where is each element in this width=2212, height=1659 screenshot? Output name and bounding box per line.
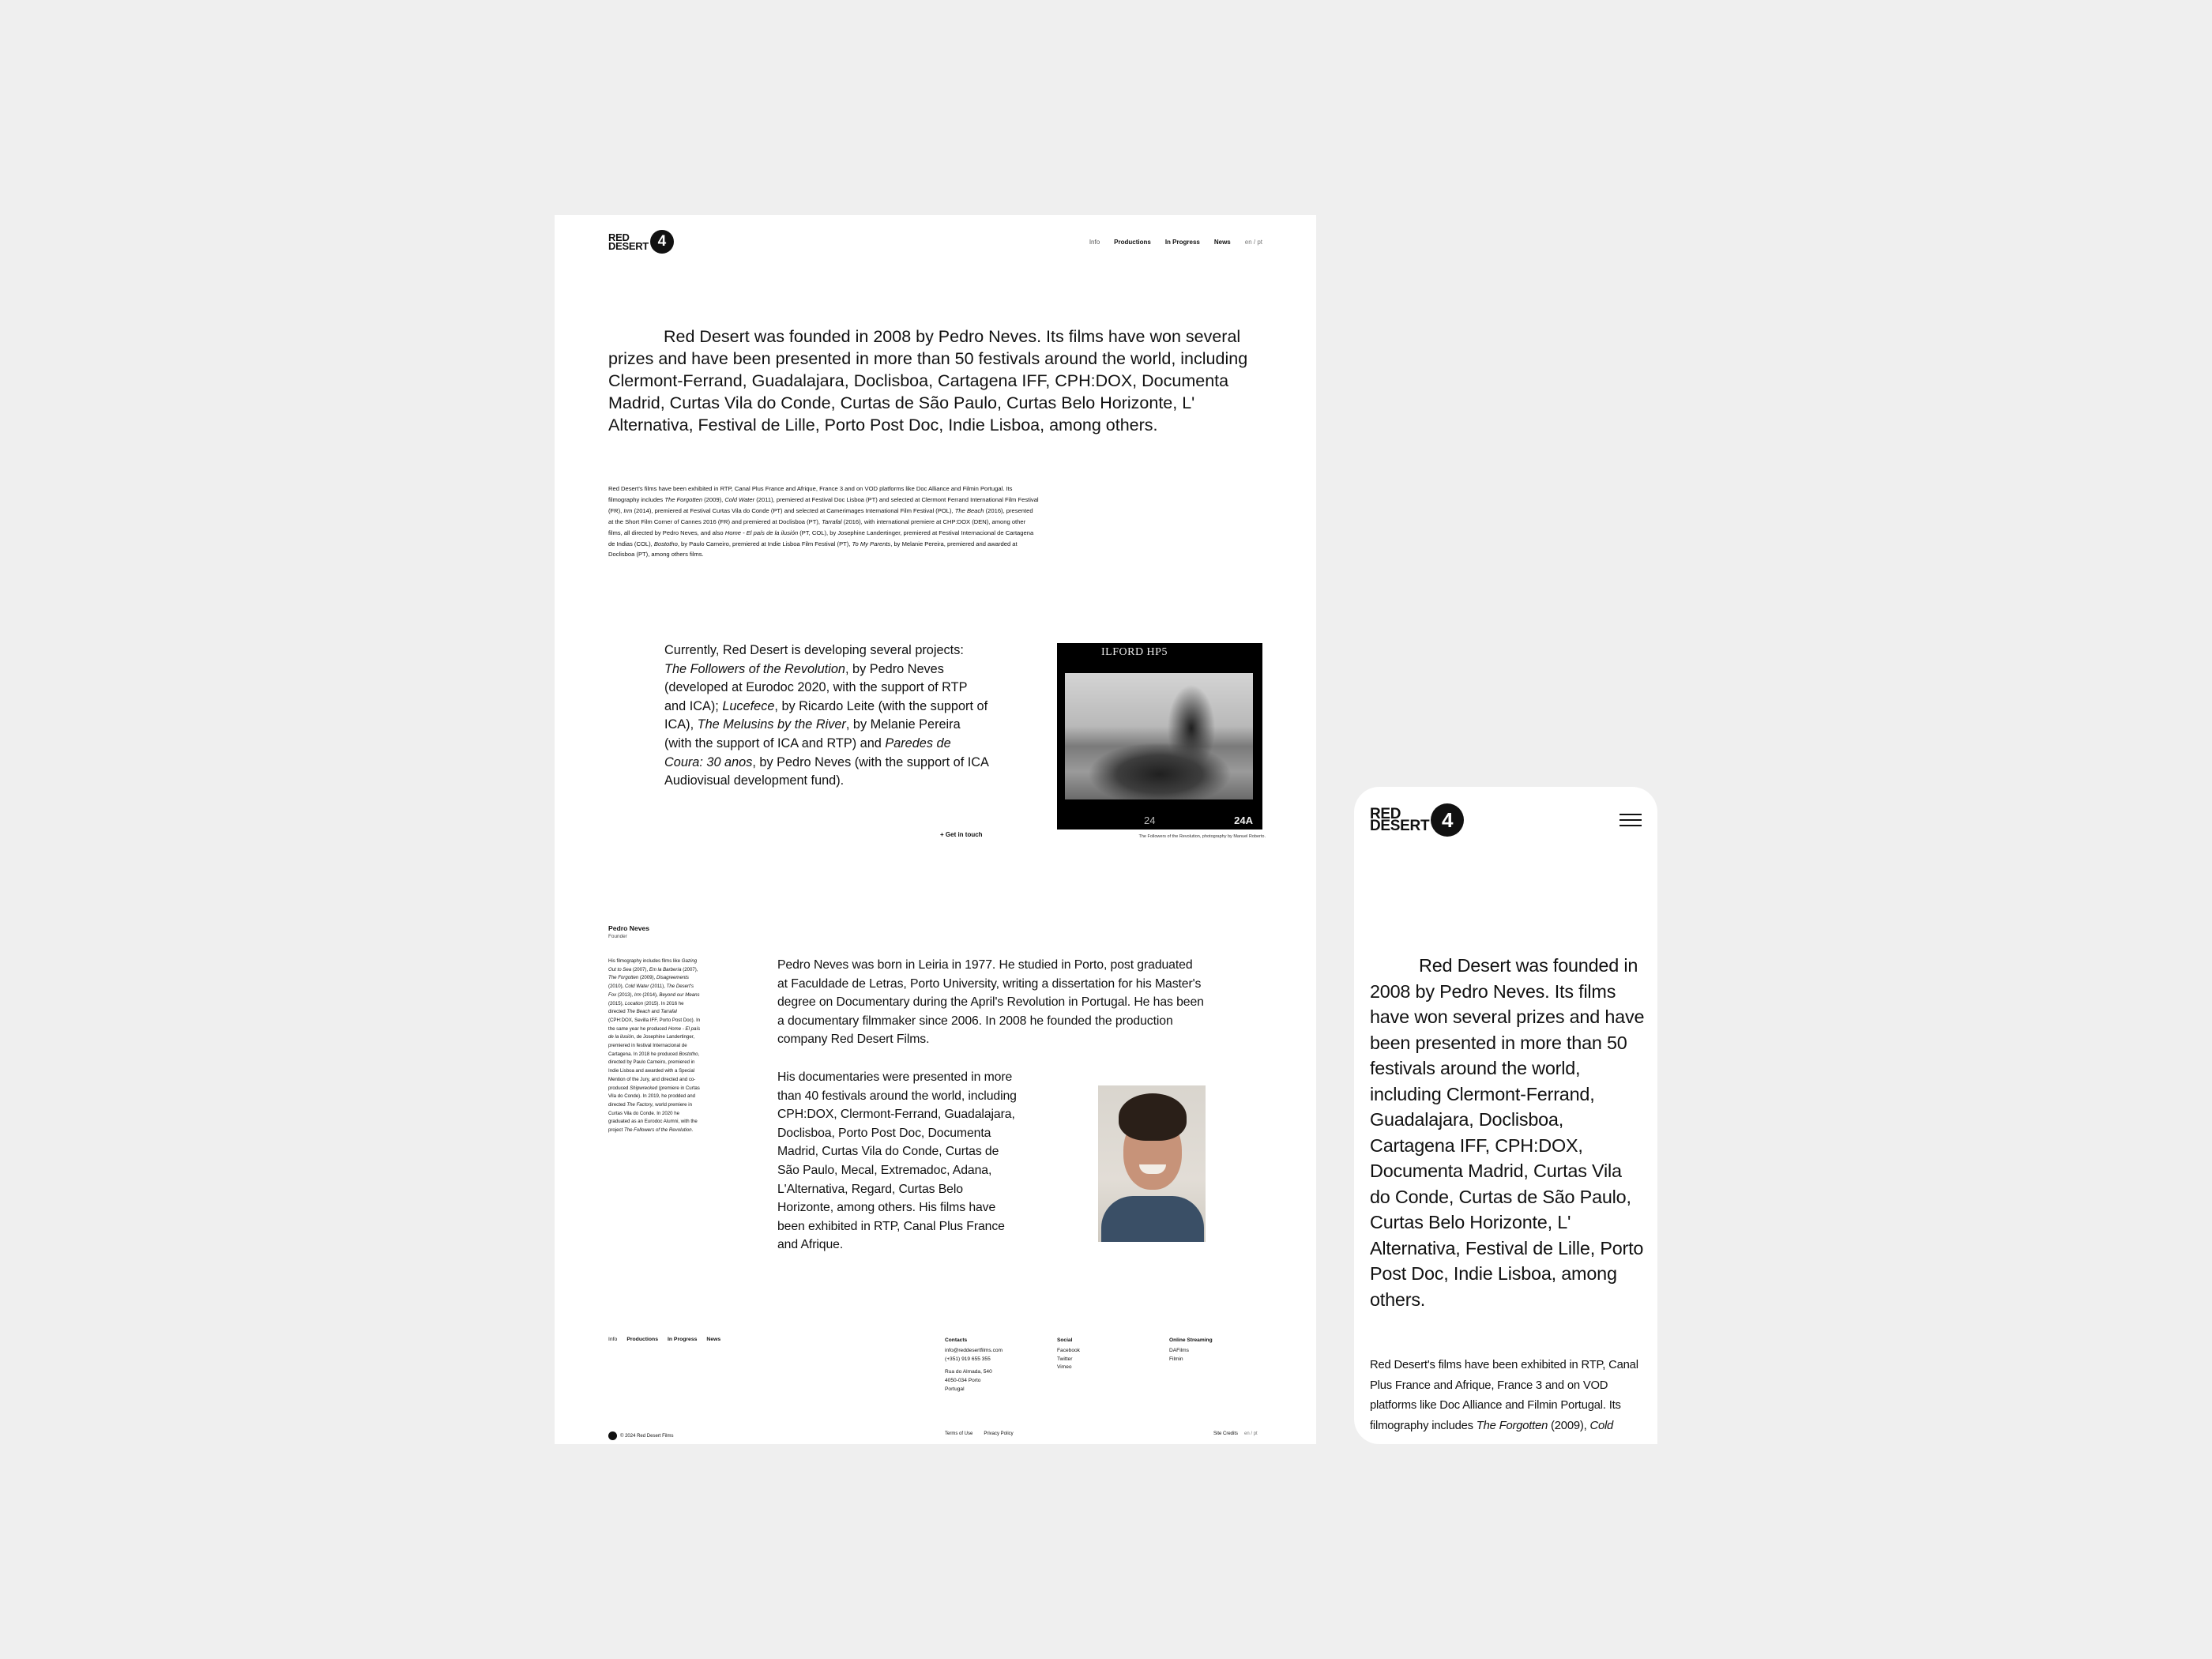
footer-address-line: Rua do Almada, 540 [945, 1369, 992, 1375]
footer-contacts-heading: Contacts [945, 1337, 968, 1343]
nav-news[interactable]: News [1213, 238, 1231, 246]
footer-link-twitter[interactable]: Twitter [1057, 1356, 1073, 1362]
footer-social [1057, 1337, 1080, 1372]
mobile-header [1370, 804, 1642, 836]
founder-name: Pedro Neves [608, 924, 650, 932]
footer-link-filmin[interactable]: Filmin [1169, 1356, 1183, 1362]
founder-about-paragraph: Pedro Neves was born in Leiria in 1977. He studied in Porto, post graduated at Faculdade de Letras, Porto University, writing a dissertation for his Master's degree on Documentary during the April's Revolution in Portugal. He has been a documentary filmmaker since 2006. In 2008 he founded the production company Red Desert Films. [777, 958, 1204, 1047]
mobile-page [1354, 787, 1657, 1444]
logo-wordmark: RED DESERT [1370, 806, 1430, 834]
film-photo-caption: The Followers of the Revolution, photography by Manuel Roberto. [1138, 834, 1266, 839]
footer-copyright: © 2024 Red Desert Films [608, 1431, 673, 1440]
logo[interactable] [608, 230, 674, 254]
nav-info[interactable]: Info [1089, 238, 1100, 246]
footer-nav-productions[interactable]: Productions [626, 1337, 658, 1342]
film-label: ILFORD HP5 [1101, 646, 1168, 658]
desktop-header [608, 226, 1262, 258]
footer-address-line: Portugal [945, 1386, 965, 1392]
footer-nav-in-progress[interactable]: In Progress [668, 1337, 698, 1342]
footer-streaming [1169, 1337, 1213, 1364]
founder-portrait [1098, 1085, 1206, 1242]
footer-nav [608, 1337, 720, 1342]
logo-circle-icon: 4 [650, 230, 674, 254]
footer-address-line: 4050-034 Porto [945, 1378, 981, 1384]
film-frame-number: 24 [1144, 814, 1156, 826]
logo-circle-icon: 4 [1431, 803, 1464, 837]
get-in-touch-link[interactable]: + Get in touch [940, 831, 983, 838]
intro-paragraph: Red Desert was founded in 2008 by Pedro Neves. Its films have won several prizes and have been presented in more than 50 festivals around the world, including Clermont-Ferrand, Guadalajara, Doclisboa, Cartagena IFF, CPH:DOX, Documenta Madrid, Curtas Vila do Conde, Curtas de São Paulo, Curtas Belo Horizonte, L' Alternativa, Festival de Lille, Porto Post Doc, Indie Lisboa, among others. [608, 327, 1248, 434]
footer-language-switch[interactable]: en / pt [1244, 1431, 1258, 1436]
footer-link-dafilms[interactable]: DAFilms [1169, 1347, 1189, 1353]
mobile-intro-paragraph: Red Desert was founded in 2008 by Pedro Neves. Its films have won several prizes and have been presented in more than 50 festivals around the world, including Clermont-Ferrand, Guadalajara, Doclisboa, Cartagena IFF, CPH:DOX, Documenta Madrid, Curtas Vila do Conde, Curtas de São Paulo, Curtas Belo Horizonte, L' Alternativa, Festival de Lille, Porto Post Doc, Indie Lisboa, among others. [1370, 955, 1645, 1310]
mobile-filmography-paragraph: Red Desert's films have been exhibited in RTP, Canal Plus France and Afrique, France 3 and on VOD platforms like Doc Alliance and Filmin Portugal. Its filmography includes The Forgotten (2009), Cold [1370, 1359, 1638, 1432]
hamburger-menu-icon[interactable] [1620, 812, 1642, 828]
terms-link[interactable]: Terms of Use [945, 1431, 973, 1436]
footer-legal [945, 1431, 1014, 1436]
founder-festivals-paragraph: His documentaries were presented in more than 40 festivals around the world, including CPH:DOX, Clermont-Ferrand, Guadalajara, Doclisboa, Porto Post Doc, Documenta Madrid, Curtas Vila do Conde, Curtas de São Paulo, Mecal, Extremadoc, Adana, L'Alternativa, Regard, Curtas Belo Horizonte, among others. His films have been exhibited in RTP, Canal Plus France and Afrique. [777, 1070, 1017, 1252]
main-nav [1089, 239, 1262, 246]
founder-filmography: His filmography includes films like Gazing Out to Sea (2007), Em la Barbería (2007), The Forgotten (2009), Disagreements (2010), Cold Water (2011), The Desert's Fox (2013), Irm (2014), Beyond our Means (2015), Location (2015). In 2016 he directed The Beach and Tarrafal (CPH:DOX, Sevilla IFF, Porto Post Doc). In the same year he produced Home - El país de la ilusión, de Josephine Landertinger, premiered in festival Internacional de Cartagena. In 2018 he produced Bostotho, directed by Paulo Carneiro, premiered in Indie Lisboa and awarded with a Special Mention of the Jury, and directed and co-produced Shipwrecked (premiere in Curtas Vila do Conde). In 2019, he prodded and directed The Factory, world premiere in Curtas Vila do Conde. In 2020 he graduated as an Eurodoc Alumni, with the project The Followers of the Revolution. [608, 958, 701, 1134]
footer-nav-info[interactable]: Info [608, 1337, 618, 1342]
footer-contacts [945, 1337, 1003, 1394]
language-switch[interactable]: en / pt [1244, 238, 1262, 246]
film-photo-image [1065, 673, 1253, 799]
logo-wordmark: RED DESERT [608, 231, 649, 252]
footer-link-vimeo[interactable]: Vimeo [1057, 1364, 1072, 1371]
mobile-logo[interactable] [1370, 803, 1464, 837]
footer-phone[interactable]: (+351) 919 655 355 [945, 1356, 991, 1362]
desktop-page [555, 215, 1316, 1444]
footer-credits [1213, 1431, 1258, 1436]
projects-paragraph: Currently, Red Desert is developing several projects: The Followers of the Revolution, by Pedro Neves (developed at Eurodoc 2020, with the support of RTP and ICA); Lucefece, by Ricardo Leite (with the support of ICA), The Melusins by the River, by Melanie Pereira (with the support of ICA and RTP) and Paredes de Coura: 30 anos, by Pedro Neves (with the support of ICA Audiovisual development fund). [664, 643, 988, 788]
site-credits-link[interactable]: Site Credits [1213, 1431, 1239, 1436]
nav-in-progress[interactable]: In Progress [1164, 238, 1200, 246]
logo-circle-icon [608, 1431, 617, 1440]
footer-nav-news[interactable]: News [706, 1337, 721, 1342]
nav-productions[interactable]: Productions [1114, 238, 1151, 246]
founder-role: Founder [608, 934, 627, 939]
film-photo [1057, 643, 1262, 830]
footer-email-link[interactable]: info@reddesertfilms.com [945, 1347, 1003, 1353]
film-frame-number-a: 24A [1234, 814, 1253, 826]
footer-streaming-heading: Online Streaming [1169, 1337, 1213, 1343]
filmography-paragraph: Red Desert's films have been exhibited in RTP, Canal Plus France and Afrique, France 3 and on VOD platforms like Doc Alliance and Filmin Portugal. Its filmography includes The Forgotten (2009), Cold Water (2011), premiered at Festival Doc Lisboa (PT) and selected at Clermont Ferrand International Film Festival (FR), Irm (2014), premiered at Festival Curtas Vila do Conde (PT) and selected at Camerimages International Film Festival (POL), The Beach (2016), presented at the Short Film Corner of Cannes 2016 (FR) and premiered at Doclisboa (PT), Tarrafal (2016), with international premiere at CHP:DOX (DEN), among other films, all directed by Pedro Neves, and also Home - El país de la ilusión (PT, COL), by Josephine Landertinger, premiered at Festival Internacional de Cartagena de Indias (COL), Bostotho, by Paulo Carneiro, premiered at Indie Lisboa Film Festival (PT), To My Parents, by Melanie Pereira, premiered and awarded at Doclisboa (PT), among others films. [608, 485, 1039, 559]
privacy-link[interactable]: Privacy Policy [984, 1431, 1014, 1436]
footer-link-facebook[interactable]: Facebook [1057, 1347, 1080, 1353]
footer-social-heading: Social [1057, 1337, 1073, 1343]
